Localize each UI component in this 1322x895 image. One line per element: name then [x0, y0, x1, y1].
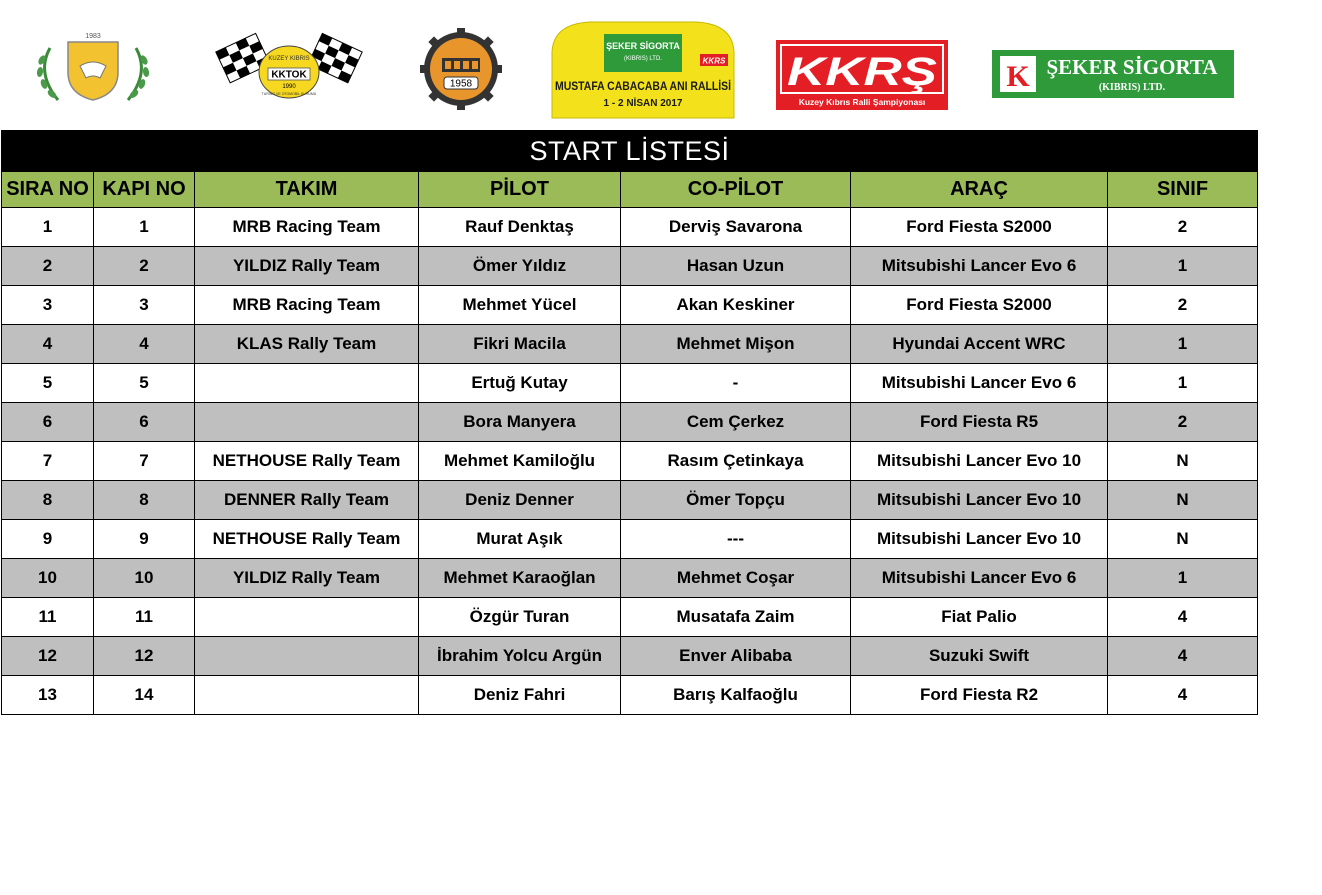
kkrs-name: KKRŞ — [787, 50, 938, 94]
cell-sinif: 1 — [1108, 247, 1258, 286]
cell-arac: Hyundai Accent WRC — [851, 325, 1108, 364]
kkrs-subtitle: Kuzey Kıbrıs Ralli Şampiyonası — [798, 97, 926, 107]
cell-sinif: 4 — [1108, 598, 1258, 637]
cell-arac: Mitsubishi Lancer Evo 10 — [851, 481, 1108, 520]
cell-kapi-no: 5 — [94, 364, 195, 403]
cell-sira-no: 11 — [2, 598, 94, 637]
table-row — [2, 598, 1258, 637]
table-row — [2, 520, 1258, 559]
cell-arac: Ford Fiesta S2000 — [851, 208, 1108, 247]
cell-pilot: Fikri Macila — [419, 325, 621, 364]
cell-sinif: 2 — [1108, 403, 1258, 442]
cell-takim — [195, 637, 419, 676]
cell-co-pilot: Cem Çerkez — [621, 403, 851, 442]
cell-pilot: Ertuğ Kutay — [419, 364, 621, 403]
cell-arac: Mitsubishi Lancer Evo 6 — [851, 559, 1108, 598]
cell-kapi-no: 8 — [94, 481, 195, 520]
poster-date: 1 - 2 NİSAN 2017 — [603, 98, 683, 109]
table-row — [2, 559, 1258, 598]
table-row — [2, 208, 1258, 247]
table-row — [2, 286, 1258, 325]
cell-kapi-no: 3 — [94, 286, 195, 325]
cell-sinif: 4 — [1108, 637, 1258, 676]
table-row — [2, 637, 1258, 676]
cell-takim: YILDIZ Rally Team — [195, 247, 419, 286]
rally-poster-logo — [550, 20, 758, 120]
poster-title: MUSTAFA CABACABA ANI RALLİSİ — [555, 79, 758, 93]
cell-arac: Ford Fiesta R2 — [851, 676, 1108, 715]
cell-kapi-no: 11 — [94, 598, 195, 637]
cell-kapi-no: 2 — [94, 247, 195, 286]
cell-arac: Suzuki Swift — [851, 637, 1108, 676]
cell-co-pilot: Rasım Çetinkaya — [621, 442, 851, 481]
cell-pilot: Mehmet Kamiloğlu — [419, 442, 621, 481]
cell-co-pilot: Mehmet Mişon — [621, 325, 851, 364]
header-takim: TAKIM — [195, 172, 419, 208]
trnc-seal-logo — [30, 28, 156, 108]
kktok-logo — [216, 30, 362, 104]
start-list-table — [1, 130, 1258, 715]
cell-takim — [195, 676, 419, 715]
seker-k-icon: K — [1006, 60, 1030, 93]
cell-arac: Mitsubishi Lancer Evo 6 — [851, 247, 1108, 286]
cell-co-pilot: Derviş Savarona — [621, 208, 851, 247]
cell-sinif: 1 — [1108, 364, 1258, 403]
header-kapi-no: KAPI NO — [94, 172, 195, 208]
table-row — [2, 364, 1258, 403]
table-row — [2, 676, 1258, 715]
header-co-pilot: CO-PİLOT — [621, 172, 851, 208]
header-sinif: SINIF — [1108, 172, 1258, 208]
cell-sinif: N — [1108, 481, 1258, 520]
table-row — [2, 325, 1258, 364]
cell-sira-no: 7 — [2, 442, 94, 481]
cell-pilot: Rauf Denktaş — [419, 208, 621, 247]
cell-takim: DENNER Rally Team — [195, 481, 419, 520]
cell-takim: MRB Racing Team — [195, 286, 419, 325]
cell-co-pilot: Musatafa Zaim — [621, 598, 851, 637]
cell-arac: Ford Fiesta R5 — [851, 403, 1108, 442]
cell-kapi-no: 14 — [94, 676, 195, 715]
kktok-bottom-text: TURİNG VE OTOMOBİL KURUMU — [261, 92, 317, 96]
cell-takim: NETHOUSE Rally Team — [195, 520, 419, 559]
header-pilot: PİLOT — [419, 172, 621, 208]
cell-co-pilot: Ömer Topçu — [621, 481, 851, 520]
cell-takim — [195, 598, 419, 637]
header-arac: ARAÇ — [851, 172, 1108, 208]
seker-subtitle: (KIBRIS) LTD. — [1098, 82, 1166, 93]
table-row — [2, 481, 1258, 520]
table-row — [2, 403, 1258, 442]
cell-takim: YILDIZ Rally Team — [195, 559, 419, 598]
cell-sinif: 2 — [1108, 286, 1258, 325]
cell-co-pilot: Barış Kalfaoğlu — [621, 676, 851, 715]
kkrs-logo — [776, 40, 948, 110]
cell-sinif: 4 — [1108, 676, 1258, 715]
table-row — [2, 442, 1258, 481]
cell-sira-no: 2 — [2, 247, 94, 286]
cell-co-pilot: Hasan Uzun — [621, 247, 851, 286]
cell-pilot: Mehmet Yücel — [419, 286, 621, 325]
club-year: 1958 — [449, 78, 473, 90]
cell-kapi-no: 9 — [94, 520, 195, 559]
table-title: START LİSTESİ — [2, 131, 1258, 172]
kktok-name: KKTOK — [271, 69, 307, 81]
cell-pilot: Deniz Denner — [419, 481, 621, 520]
cell-kapi-no: 10 — [94, 559, 195, 598]
cell-kapi-no: 1 — [94, 208, 195, 247]
cell-sira-no: 6 — [2, 403, 94, 442]
cell-co-pilot: Mehmet Coşar — [621, 559, 851, 598]
cell-pilot: Deniz Fahri — [419, 676, 621, 715]
kktok-top-text: KUZEY KIBRIS — [268, 56, 310, 62]
cell-sira-no: 3 — [2, 286, 94, 325]
poster-badge: KKRS — [702, 56, 726, 66]
cell-takim: KLAS Rally Team — [195, 325, 419, 364]
seal-year: 1983 — [85, 33, 101, 40]
cell-sinif: 1 — [1108, 325, 1258, 364]
cell-sinif: 2 — [1108, 208, 1258, 247]
cell-sira-no: 4 — [2, 325, 94, 364]
cell-sira-no: 12 — [2, 637, 94, 676]
cell-co-pilot: Akan Keskiner — [621, 286, 851, 325]
cell-takim — [195, 364, 419, 403]
cell-arac: Fiat Palio — [851, 598, 1108, 637]
cell-arac: Ford Fiesta S2000 — [851, 286, 1108, 325]
table-row — [2, 247, 1258, 286]
cell-sinif: N — [1108, 442, 1258, 481]
cell-co-pilot: Enver Alibaba — [621, 637, 851, 676]
cell-pilot: Özgür Turan — [419, 598, 621, 637]
cell-sira-no: 1 — [2, 208, 94, 247]
table-header-row — [2, 172, 1258, 208]
cell-takim: NETHOUSE Rally Team — [195, 442, 419, 481]
cell-kapi-no: 4 — [94, 325, 195, 364]
cell-sinif: 1 — [1108, 559, 1258, 598]
cell-pilot: Ömer Yıldız — [419, 247, 621, 286]
cell-pilot: Bora Manyera — [419, 403, 621, 442]
seker-sigorta-logo — [992, 50, 1234, 98]
cell-kapi-no: 12 — [94, 637, 195, 676]
cell-co-pilot: --- — [621, 520, 851, 559]
kktok-year: 1990 — [282, 84, 296, 90]
cell-pilot: Murat Aşık — [419, 520, 621, 559]
cell-sira-no: 10 — [2, 559, 94, 598]
poster-sponsor-sub: (KIBRIS) LTD. — [624, 56, 662, 62]
cell-takim — [195, 403, 419, 442]
cell-sira-no: 9 — [2, 520, 94, 559]
poster-sponsor: ŞEKER SİGORTA — [606, 41, 680, 51]
cell-sira-no: 8 — [2, 481, 94, 520]
cell-pilot: Mehmet Karaoğlan — [419, 559, 621, 598]
cell-kapi-no: 6 — [94, 403, 195, 442]
cell-sira-no: 13 — [2, 676, 94, 715]
cell-arac: Mitsubishi Lancer Evo 10 — [851, 442, 1108, 481]
cell-arac: Mitsubishi Lancer Evo 6 — [851, 364, 1108, 403]
cell-co-pilot: - — [621, 364, 851, 403]
cell-pilot: İbrahim Yolcu Argün — [419, 637, 621, 676]
cell-sinif: N — [1108, 520, 1258, 559]
header-sira-no: SIRA NO — [2, 172, 94, 208]
cell-sira-no: 5 — [2, 364, 94, 403]
cell-kapi-no: 7 — [94, 442, 195, 481]
cell-takim: MRB Racing Team — [195, 208, 419, 247]
club-1958-logo — [412, 28, 510, 110]
seker-name: ŞEKER SİGORTA — [1046, 55, 1218, 79]
cell-arac: Mitsubishi Lancer Evo 10 — [851, 520, 1108, 559]
